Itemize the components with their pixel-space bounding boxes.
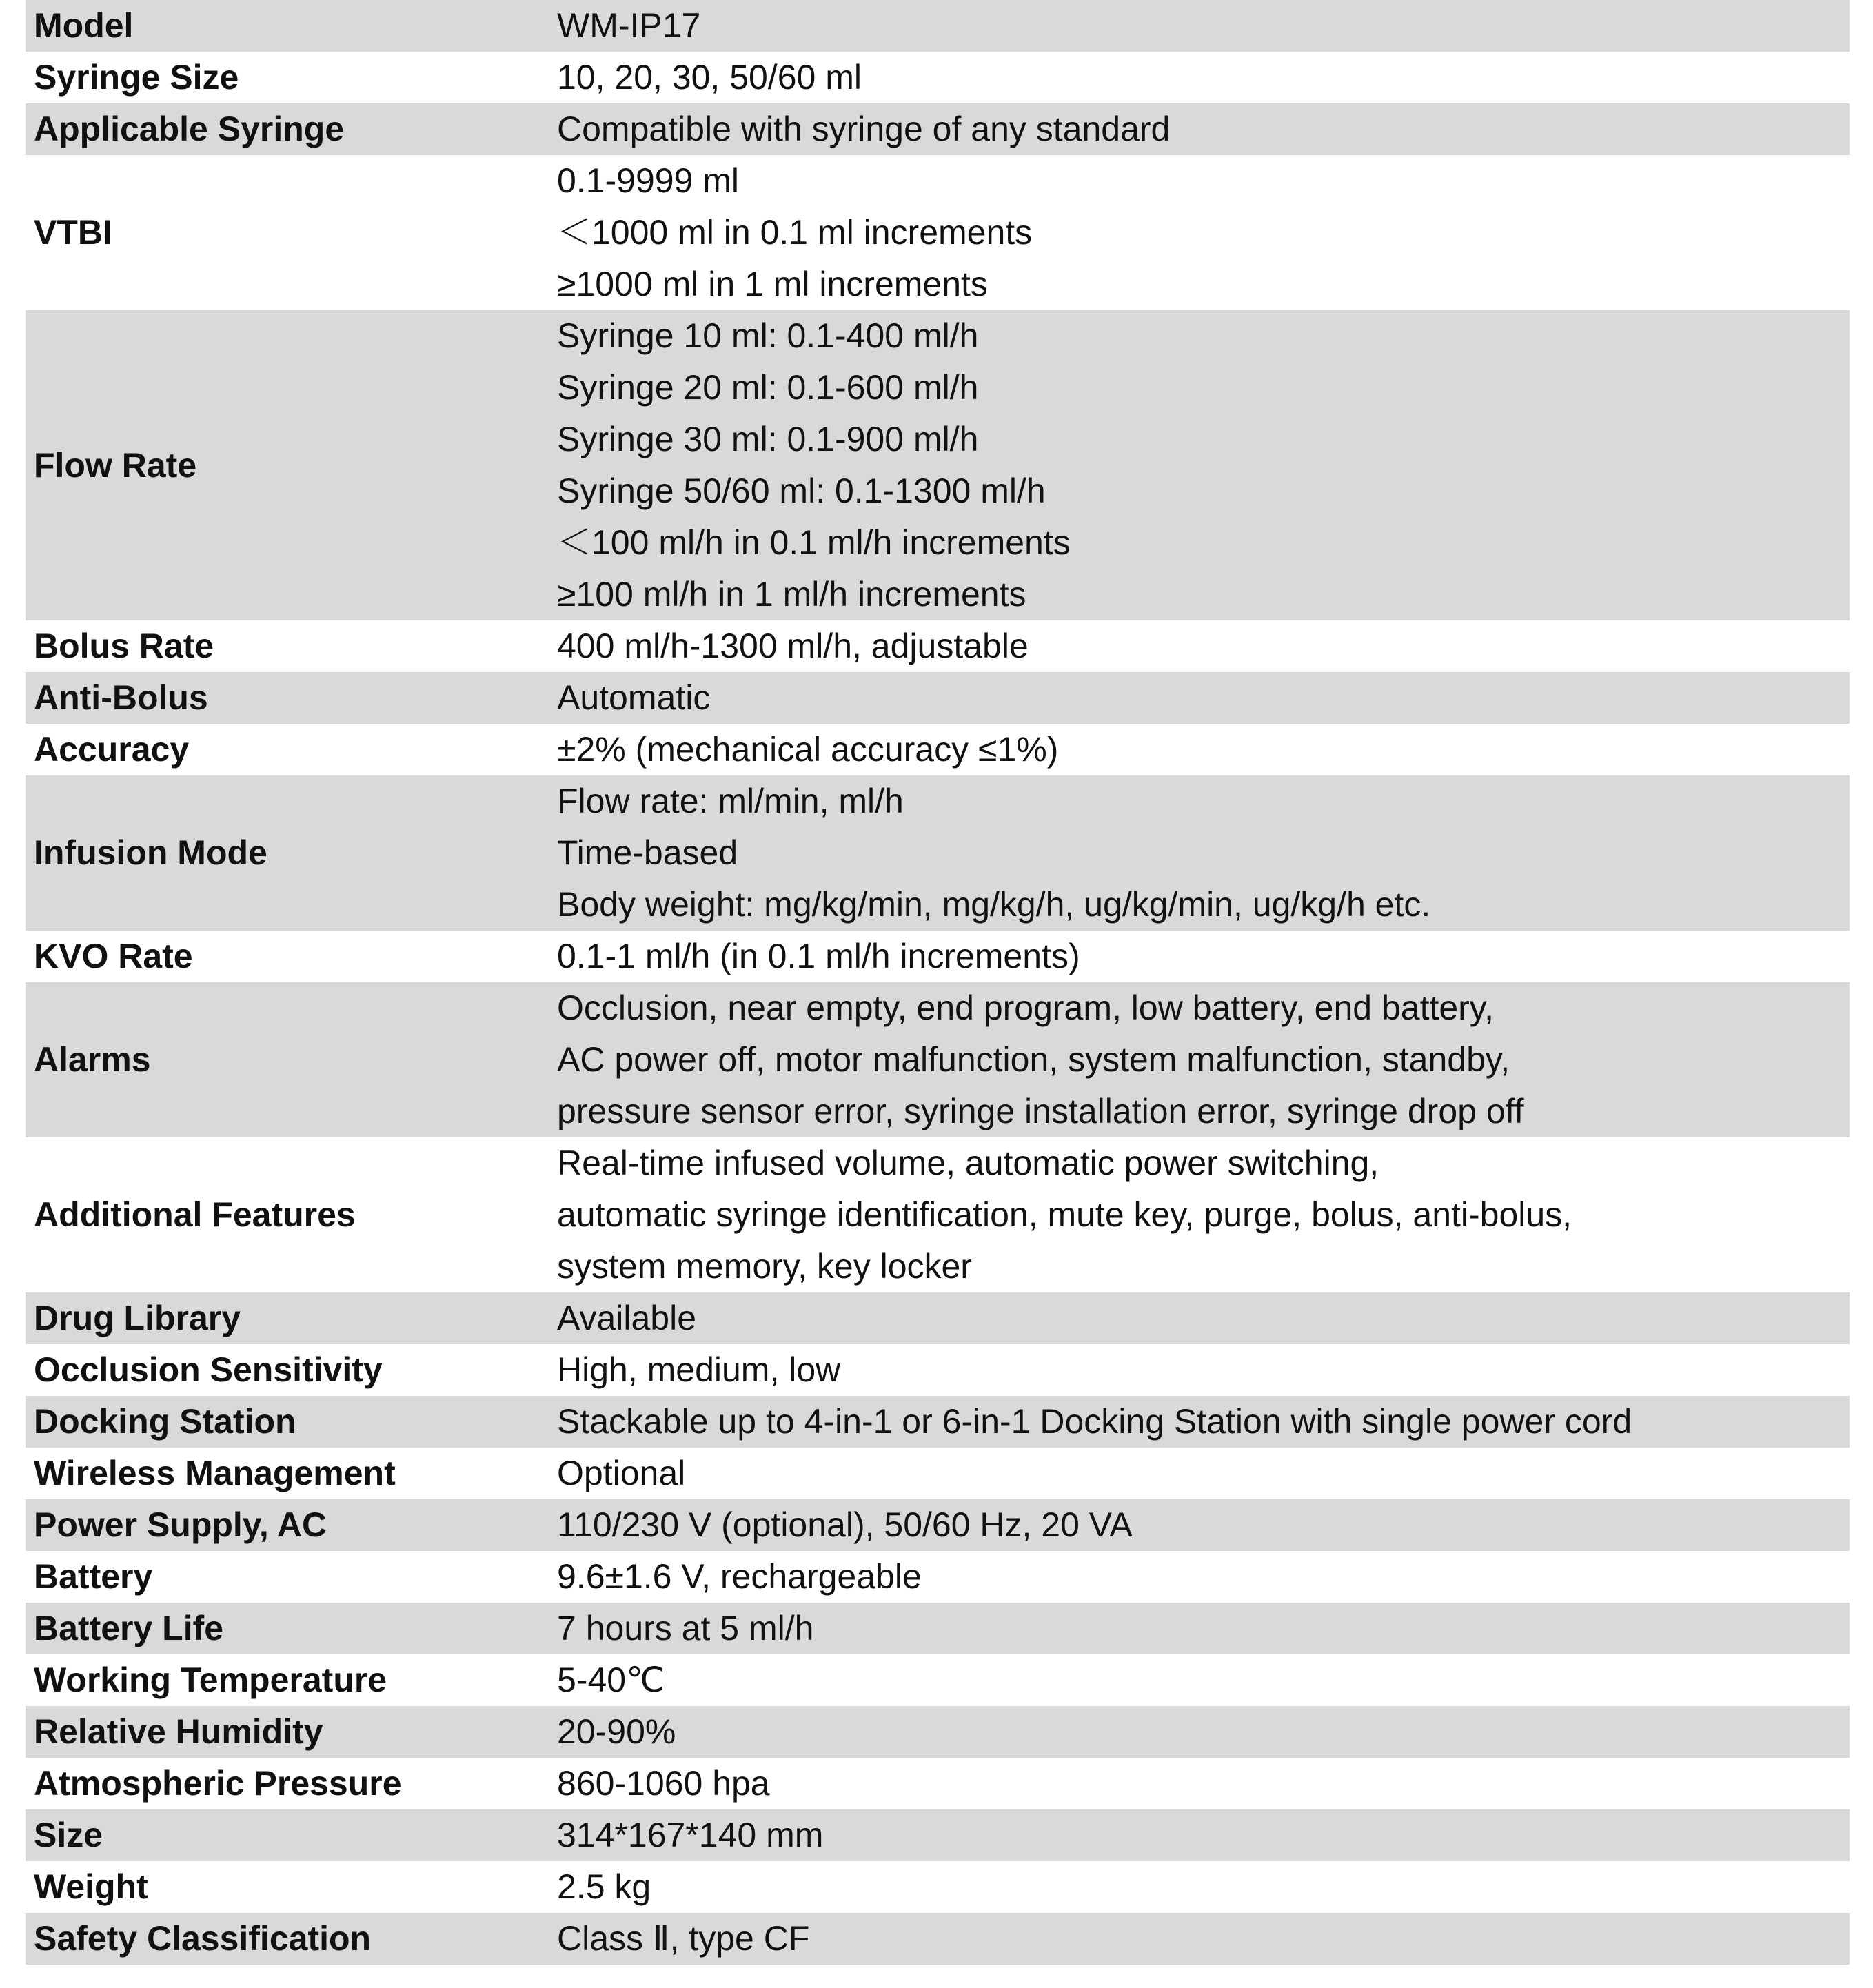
spec-value-line: 10, 20, 30, 50/60 ml	[557, 58, 862, 97]
spec-value	[557, 1913, 1850, 1965]
spec-value-line: pressure sensor error, syringe installation error, syringe drop off	[557, 1092, 1524, 1130]
spec-label: KVO Rate	[26, 931, 557, 982]
spec-row	[26, 1396, 1850, 1448]
spec-label: Drug Library	[26, 1292, 557, 1344]
spec-row	[26, 620, 1850, 672]
spec-row	[26, 775, 1850, 931]
spec-row	[26, 1809, 1850, 1861]
spec-value-line: Automatic	[557, 678, 711, 717]
spec-label: Relative Humidity	[26, 1706, 557, 1758]
spec-label: Additional Features	[26, 1137, 557, 1292]
spec-value-line: Occlusion, near empty, end program, low battery, end battery,	[557, 988, 1494, 1027]
spec-label: Infusion Mode	[26, 775, 557, 931]
spec-row	[26, 931, 1850, 982]
spec-row	[26, 672, 1850, 724]
spec-row	[26, 1448, 1850, 1499]
spec-value	[557, 1809, 1850, 1861]
spec-label: Battery	[26, 1551, 557, 1603]
spec-value-line: Syringe 10 ml: 0.1-400 ml/h	[557, 316, 979, 355]
spec-label: Docking Station	[26, 1396, 557, 1448]
spec-value	[557, 1137, 1850, 1292]
spec-label: Model	[26, 0, 557, 52]
spec-value	[557, 103, 1850, 155]
spec-row	[26, 310, 1850, 620]
spec-value-line: ＜100 ml/h in 0.1 ml/h increments	[557, 523, 1071, 562]
spec-value-line: Body weight: mg/kg/min, mg/kg/h, ug/kg/min, ug/kg/h etc.	[557, 885, 1431, 924]
spec-value-line: Compatible with syringe of any standard	[557, 110, 1171, 148]
spec-row	[26, 1344, 1850, 1396]
spec-value	[557, 775, 1850, 931]
spec-value-line: Time-based	[557, 833, 738, 872]
spec-value-line: Syringe 20 ml: 0.1-600 ml/h	[557, 368, 979, 407]
spec-value-line: Available	[557, 1299, 697, 1337]
spec-row	[26, 1654, 1850, 1706]
spec-value-line: 860-1060 hpa	[557, 1764, 770, 1803]
spec-row	[26, 1758, 1850, 1809]
spec-value-line: Stackable up to 4-in-1 or 6-in-1 Docking Station with single power cord	[557, 1402, 1632, 1441]
spec-value-line: Real-time infused volume, automatic power switching,	[557, 1144, 1379, 1182]
spec-label: Wireless Management	[26, 1448, 557, 1499]
spec-value	[557, 1758, 1850, 1809]
spec-value	[557, 1396, 1850, 1448]
spec-value-line: 110/230 V (optional), 50/60 Hz, 20 VA	[557, 1505, 1133, 1544]
specification-table	[26, 0, 1850, 1965]
spec-value-line: 0.1-9999 ml	[557, 161, 740, 200]
spec-label: Working Temperature	[26, 1654, 557, 1706]
spec-value	[557, 982, 1850, 1137]
spec-label: Power Supply, AC	[26, 1499, 557, 1551]
spec-value-line: Class Ⅱ, type CF	[557, 1919, 810, 1958]
spec-value-line: system memory, key locker	[557, 1247, 972, 1286]
spec-value-line: ±2% (mechanical accuracy ≤1%)	[557, 730, 1059, 769]
spec-value-line: 20-90%	[557, 1712, 676, 1751]
spec-value-line: 314*167*140 mm	[557, 1816, 824, 1854]
spec-row	[26, 1603, 1850, 1654]
spec-value-line: High, medium, low	[557, 1350, 841, 1389]
spec-value	[557, 1448, 1850, 1499]
spec-row	[26, 103, 1850, 155]
spec-label: Size	[26, 1809, 557, 1861]
spec-label: VTBI	[26, 155, 557, 310]
spec-value-line: automatic syringe identification, mute key, purge, bolus, anti-bolus,	[557, 1195, 1572, 1234]
spec-value	[557, 310, 1850, 620]
spec-label: Syringe Size	[26, 52, 557, 103]
spec-label: Battery Life	[26, 1603, 557, 1654]
spec-value	[557, 52, 1850, 103]
spec-row	[26, 1137, 1850, 1292]
spec-row	[26, 1499, 1850, 1551]
spec-value	[557, 155, 1850, 310]
spec-row	[26, 982, 1850, 1137]
spec-label: Anti-Bolus	[26, 672, 557, 724]
spec-value-line: 7 hours at 5 ml/h	[557, 1609, 814, 1647]
spec-row	[26, 1913, 1850, 1965]
spec-value	[557, 931, 1850, 982]
spec-row	[26, 1551, 1850, 1603]
spec-value	[557, 672, 1850, 724]
spec-value-line: ≥100 ml/h in 1 ml/h increments	[557, 575, 1026, 613]
spec-value	[557, 1861, 1850, 1913]
spec-value	[557, 620, 1850, 672]
spec-value-line: Optional	[557, 1454, 686, 1492]
spec-value-line: 2.5 kg	[557, 1867, 651, 1906]
spec-value	[557, 724, 1850, 775]
spec-row	[26, 155, 1850, 310]
spec-value-line: 400 ml/h-1300 ml/h, adjustable	[557, 627, 1029, 665]
spec-label: Accuracy	[26, 724, 557, 775]
spec-label: Bolus Rate	[26, 620, 557, 672]
spec-value	[557, 1551, 1850, 1603]
spec-value-line: Syringe 30 ml: 0.1-900 ml/h	[557, 420, 979, 458]
spec-value	[557, 1499, 1850, 1551]
spec-value	[557, 1292, 1850, 1344]
spec-row	[26, 52, 1850, 103]
spec-value	[557, 1603, 1850, 1654]
spec-label: Occlusion Sensitivity	[26, 1344, 557, 1396]
spec-row	[26, 724, 1850, 775]
specification-table-body	[26, 0, 1850, 1965]
spec-value-line: 5-40℃	[557, 1661, 665, 1699]
spec-label: Flow Rate	[26, 310, 557, 620]
spec-label: Atmospheric Pressure	[26, 1758, 557, 1809]
spec-value	[557, 0, 1850, 52]
spec-label: Weight	[26, 1861, 557, 1913]
spec-value	[557, 1706, 1850, 1758]
spec-row	[26, 1706, 1850, 1758]
spec-label: Safety Classification	[26, 1913, 557, 1965]
spec-value-line: 0.1-1 ml/h (in 0.1 ml/h increments)	[557, 937, 1080, 975]
spec-row	[26, 0, 1850, 52]
spec-value-line: AC power off, motor malfunction, system malfunction, standby,	[557, 1040, 1510, 1079]
spec-label: Applicable Syringe	[26, 103, 557, 155]
spec-row	[26, 1861, 1850, 1913]
spec-value-line: ＜1000 ml in 0.1 ml increments	[557, 213, 1033, 252]
spec-value-line: WM-IP17	[557, 6, 701, 45]
spec-row	[26, 1292, 1850, 1344]
spec-value-line: Syringe 50/60 ml: 0.1-1300 ml/h	[557, 471, 1046, 510]
spec-value-line: Flow rate: ml/min, ml/h	[557, 782, 904, 820]
spec-value-line: ≥1000 ml in 1 ml increments	[557, 265, 988, 303]
spec-value-line: 9.6±1.6 V, rechargeable	[557, 1557, 922, 1596]
spec-value	[557, 1654, 1850, 1706]
spec-value	[557, 1344, 1850, 1396]
spec-label: Alarms	[26, 982, 557, 1137]
